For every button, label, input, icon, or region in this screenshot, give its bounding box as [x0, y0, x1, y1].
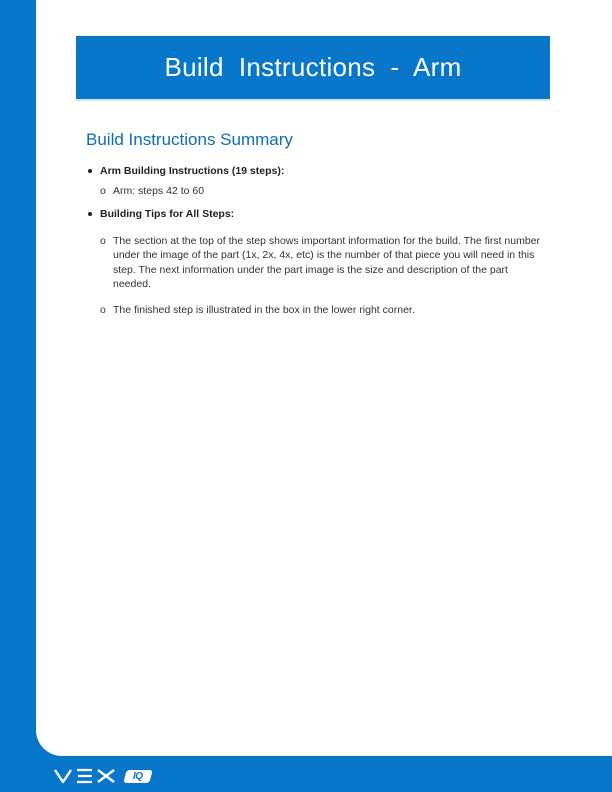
summary-list [86, 164, 546, 317]
page-title: Build Instructions - Arm [164, 52, 462, 82]
page-sheet [36, 0, 612, 756]
iq-badge-text: IQ [133, 770, 143, 782]
sub-list-arm [86, 184, 546, 199]
sub-bullet-icon: o [100, 303, 106, 316]
sub-bullet-icon: o [100, 185, 106, 197]
vex-logo-icon [54, 767, 120, 785]
sub-bullet-icon: o [100, 234, 106, 247]
list-item-label: Building Tips for All Steps: [100, 207, 235, 220]
sub-list-item-text: The finished step is illustrated in the box in the lower right corner. [113, 303, 415, 316]
sub-list-item [86, 234, 546, 292]
sub-list-item [86, 303, 546, 318]
list-item-label: Arm Building Instructions (19 steps): [100, 165, 285, 177]
summary-heading: Build Instructions Summary [86, 130, 293, 149]
sub-list-item-text: The section at the top of the step shows important information for the build. The first number under the image of the part (1x, 2x, 4x, etc) is the number of that piece you will need in this step. The next information under the part image is the size and description of the part needed. [113, 234, 541, 290]
bullet-icon [88, 169, 92, 173]
iq-badge [123, 770, 152, 783]
list-item-arm-instructions [86, 164, 546, 178]
sub-list-tips [86, 234, 546, 318]
bullet-icon [88, 212, 92, 216]
sub-list-item-text: Arm: steps 42 to 60 [113, 185, 205, 197]
page-title-banner [76, 36, 550, 101]
vex-iq-logo [54, 767, 151, 785]
sub-list-item [86, 184, 546, 199]
list-item-building-tips [86, 207, 546, 221]
